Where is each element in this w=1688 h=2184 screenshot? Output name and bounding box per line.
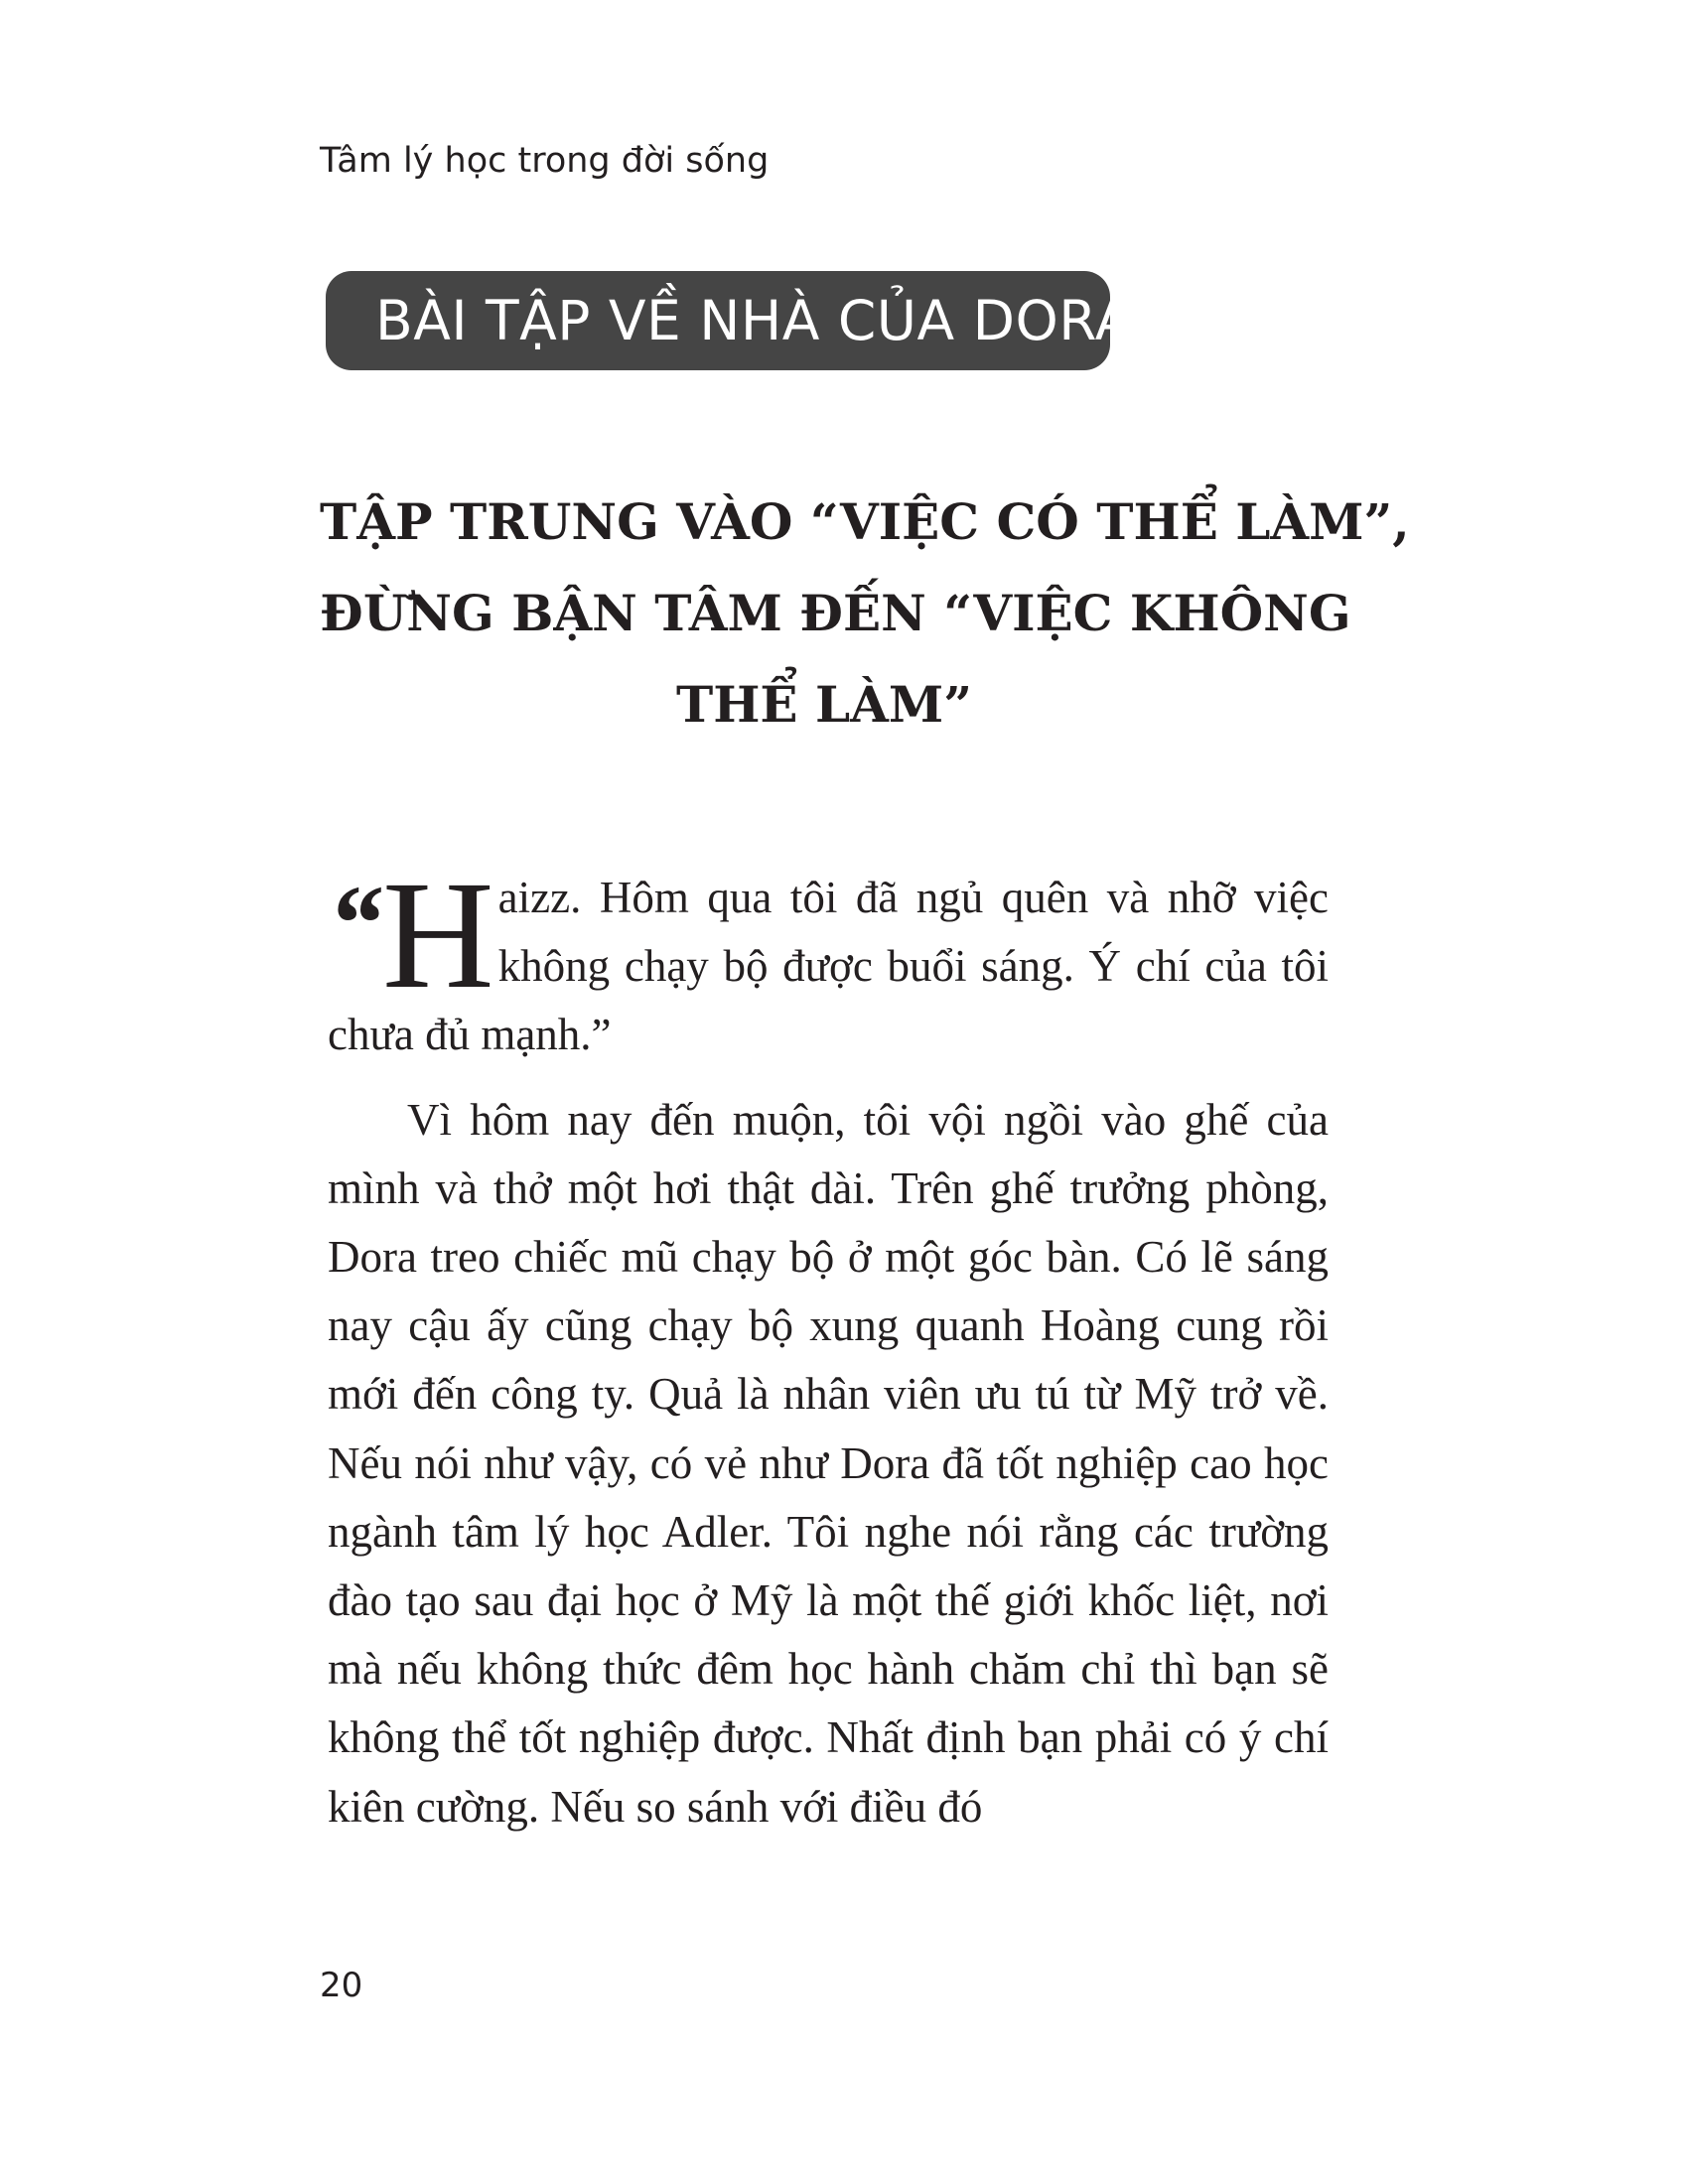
drop-cap-quote: “ (328, 863, 382, 984)
drop-cap-letter: H (382, 849, 494, 1021)
chapter-title (320, 477, 1410, 751)
paragraph-1 (328, 849, 1329, 1070)
paragraph-1-text: aizz. Hôm qua tôi đã ngủ quên và nhỡ việc không chạy bộ được buổi sáng. Ý chí của tôi chưa đủ mạnh.” (328, 873, 1329, 1060)
paragraph-2: Vì hôm nay đến muộn, tôi vội ngồi vào ghế của mình và thở một hơi thật dài. Trên ghế trưởng phòng, Dora treo chiếc mũ chạy bộ ở một góc bàn. Có lẽ sáng nay cậu ấy cũng chạy bộ xung quanh Hoàng cung rồi mới đến công ty. Quả là nhân viên ưu tú từ Mỹ trở về. Nếu nói như vậy, có vẻ như Dora đã tốt nghiệp cao học ngành tâm lý học Adler. Tôi nghe nói rằng các trường đào tạo sau đại học ở Mỹ là một thế giới khốc liệt, nơi mà nếu không thức đêm học hành chăm chỉ thì bạn sẽ không thể tốt nghiệp được. Nhất định bạn phải có ý chí kiên cường. Nếu so sánh với điều đó (328, 1094, 1329, 1832)
drop-cap (328, 849, 494, 1021)
body-text (328, 849, 1329, 1842)
chapter-title-line-1: TẬP TRUNG VÀO “VIỆC CÓ THỂ LÀM”, (320, 492, 1410, 551)
chapter-title-line-2: ĐỪNG BẬN TÂM ĐẾN “VIỆC KHÔNG (320, 584, 1351, 642)
chapter-title-line-3: THỂ LÀM” (675, 675, 973, 734)
section-tag-label: BÀI TẬP VỀ NHÀ CỦA DORA (375, 289, 1133, 352)
page-number: 20 (320, 1966, 363, 2005)
running-header: Tâm lý học trong đời sống (320, 141, 770, 181)
section-tag (326, 271, 1133, 370)
